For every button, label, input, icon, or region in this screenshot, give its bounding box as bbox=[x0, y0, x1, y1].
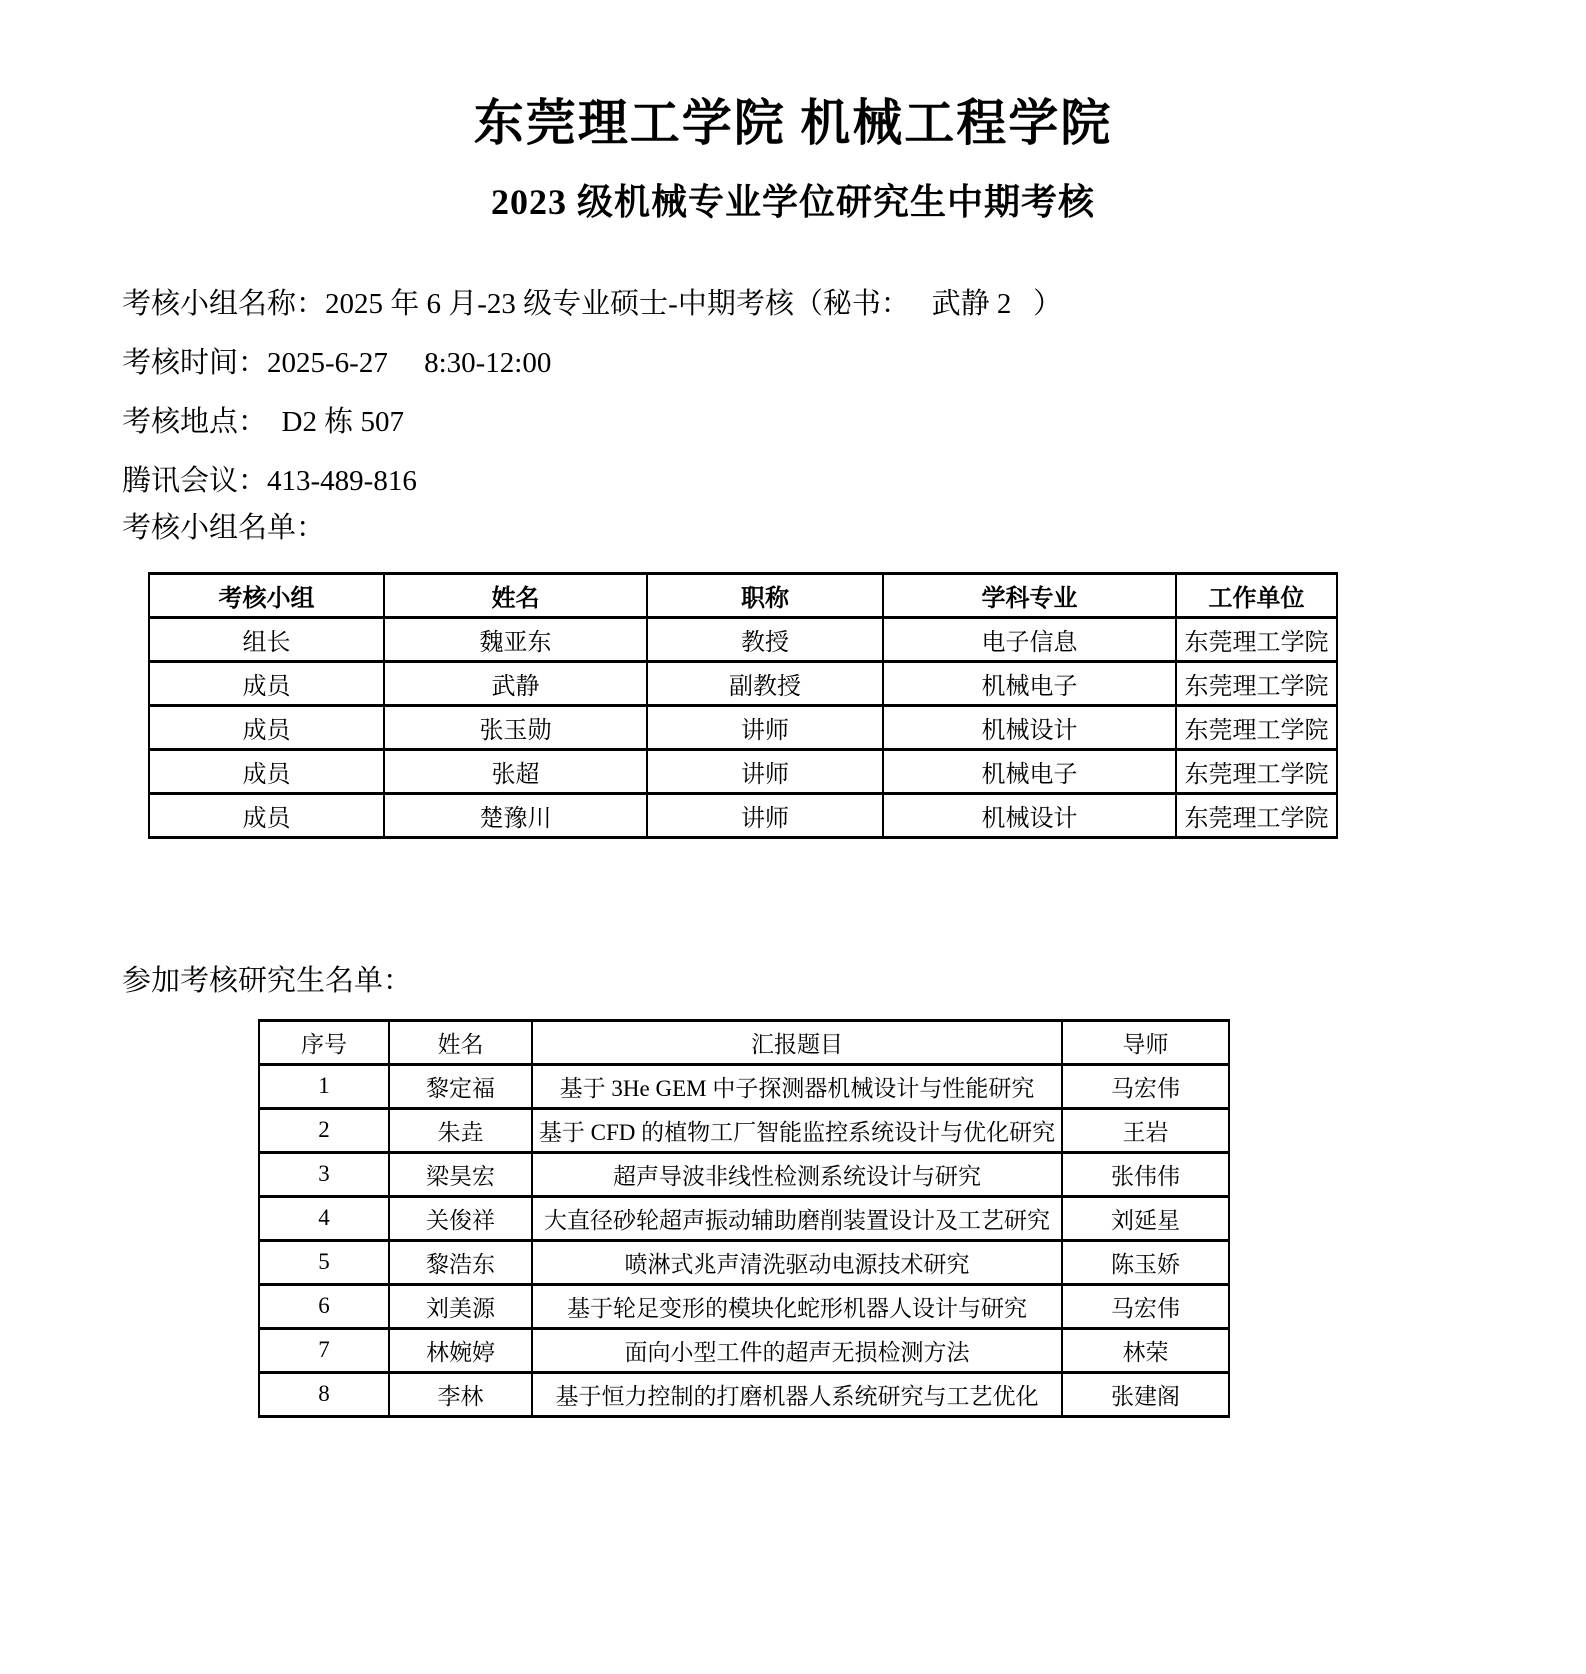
table-cell: 魏亚东 bbox=[384, 617, 647, 661]
table-cell: 机械设计 bbox=[883, 705, 1176, 749]
table-header-cell: 姓名 bbox=[389, 1020, 532, 1064]
table-cell: 基于恒力控制的打磨机器人系统研究与工艺优化 bbox=[532, 1372, 1062, 1416]
students-list-label: 参加考核研究生名单： bbox=[122, 964, 413, 997]
table-cell: 东莞理工学院 bbox=[1176, 617, 1337, 661]
table-cell: 张建阁 bbox=[1062, 1372, 1229, 1416]
table-cell: 陈玉娇 bbox=[1062, 1240, 1229, 1284]
page-subtitle: 2023 级机械专业学位研究生中期考核 bbox=[490, 181, 1095, 222]
table-row bbox=[149, 793, 1337, 837]
table-cell: 张玉勋 bbox=[384, 705, 647, 749]
table-row bbox=[259, 1328, 1229, 1372]
table-cell: 东莞理工学院 bbox=[1176, 793, 1337, 837]
table-cell: 基于轮足变形的模块化蛇形机器人设计与研究 bbox=[532, 1284, 1062, 1328]
table-cell: 喷淋式兆声清洗驱动电源技术研究 bbox=[532, 1240, 1062, 1284]
table-header-cell: 职称 bbox=[647, 573, 883, 617]
table-cell: 机械电子 bbox=[883, 661, 1176, 705]
info-line-time: 考核时间：2025-6-27 8:30-12:00 bbox=[122, 346, 552, 379]
students-table bbox=[258, 1019, 1230, 1418]
table-row bbox=[149, 617, 1337, 661]
table-cell: 6 bbox=[259, 1284, 389, 1328]
committee-header-row bbox=[149, 573, 1337, 617]
table-cell: 武静 bbox=[384, 661, 647, 705]
table-header-cell: 汇报题目 bbox=[532, 1020, 1062, 1064]
table-cell: 大直径砂轮超声振动辅助磨削装置设计及工艺研究 bbox=[532, 1196, 1062, 1240]
table-cell: 机械设计 bbox=[883, 793, 1176, 837]
table-cell: 马宏伟 bbox=[1062, 1284, 1229, 1328]
table-cell: 楚豫川 bbox=[384, 793, 647, 837]
table-cell: 成员 bbox=[149, 749, 384, 793]
table-header-cell: 工作单位 bbox=[1176, 573, 1337, 617]
table-cell: 电子信息 bbox=[883, 617, 1176, 661]
table-cell: 东莞理工学院 bbox=[1176, 749, 1337, 793]
table-row bbox=[259, 1064, 1229, 1108]
table-cell: 东莞理工学院 bbox=[1176, 661, 1337, 705]
table-cell: 基于 3He GEM 中子探测器机械设计与性能研究 bbox=[532, 1064, 1062, 1108]
table-cell: 讲师 bbox=[647, 749, 883, 793]
table-cell: 刘延星 bbox=[1062, 1196, 1229, 1240]
table-cell: 林荣 bbox=[1062, 1328, 1229, 1372]
table-cell: 成员 bbox=[149, 793, 384, 837]
table-row bbox=[259, 1152, 1229, 1196]
table-row bbox=[259, 1196, 1229, 1240]
table-cell: 4 bbox=[259, 1196, 389, 1240]
table-cell: 张超 bbox=[384, 749, 647, 793]
table-row bbox=[149, 661, 1337, 705]
table-cell: 李林 bbox=[389, 1372, 532, 1416]
table-cell: 5 bbox=[259, 1240, 389, 1284]
table-header-cell: 姓名 bbox=[384, 573, 647, 617]
table-cell: 讲师 bbox=[647, 793, 883, 837]
table-cell: 马宏伟 bbox=[1062, 1064, 1229, 1108]
table-cell: 黎定福 bbox=[389, 1064, 532, 1108]
table-cell: 3 bbox=[259, 1152, 389, 1196]
table-cell: 2 bbox=[259, 1108, 389, 1152]
committee-list-label: 考核小组名单： bbox=[122, 511, 326, 544]
table-cell: 8 bbox=[259, 1372, 389, 1416]
table-header-cell: 序号 bbox=[259, 1020, 389, 1064]
info-line-location: 考核地点： D2 栋 507 bbox=[122, 405, 404, 438]
table-cell: 讲师 bbox=[647, 705, 883, 749]
table-cell: 梁昊宏 bbox=[389, 1152, 532, 1196]
table-cell: 关俊祥 bbox=[389, 1196, 532, 1240]
info-line-meeting: 腾讯会议：413-489-816 bbox=[122, 464, 417, 497]
table-cell: 成员 bbox=[149, 705, 384, 749]
table-cell: 副教授 bbox=[647, 661, 883, 705]
table-row bbox=[149, 749, 1337, 793]
table-row bbox=[259, 1108, 1229, 1152]
students-header-row bbox=[259, 1020, 1229, 1064]
table-cell: 机械电子 bbox=[883, 749, 1176, 793]
table-cell: 组长 bbox=[149, 617, 384, 661]
table-cell: 黎浩东 bbox=[389, 1240, 532, 1284]
table-cell: 林婉婷 bbox=[389, 1328, 532, 1372]
table-cell: 王岩 bbox=[1062, 1108, 1229, 1152]
table-cell: 超声导波非线性检测系统设计与研究 bbox=[532, 1152, 1062, 1196]
table-cell: 刘美源 bbox=[389, 1284, 532, 1328]
table-header-cell: 导师 bbox=[1062, 1020, 1229, 1064]
table-header-cell: 考核小组 bbox=[149, 573, 384, 617]
table-cell: 东莞理工学院 bbox=[1176, 705, 1337, 749]
table-cell: 7 bbox=[259, 1328, 389, 1372]
table-cell: 面向小型工件的超声无损检测方法 bbox=[532, 1328, 1062, 1372]
table-cell: 1 bbox=[259, 1064, 389, 1108]
table-cell: 张伟伟 bbox=[1062, 1152, 1229, 1196]
table-cell: 成员 bbox=[149, 661, 384, 705]
table-cell: 基于 CFD 的植物工厂智能监控系统设计与优化研究 bbox=[532, 1108, 1062, 1152]
table-row bbox=[259, 1284, 1229, 1328]
table-header-cell: 学科专业 bbox=[883, 573, 1176, 617]
info-block bbox=[122, 286, 1586, 546]
page-title: 东莞理工学院 机械工程学院 bbox=[473, 95, 1113, 151]
table-row bbox=[149, 705, 1337, 749]
table-row bbox=[259, 1372, 1229, 1416]
info-line-group-name: 考核小组名称：2025 年 6 月-23 级专业硕士-中期考核（秘书： 武静 2 ） bbox=[122, 287, 1063, 320]
table-cell: 朱垚 bbox=[389, 1108, 532, 1152]
committee-table bbox=[148, 572, 1338, 839]
table-cell: 教授 bbox=[647, 617, 883, 661]
table-row bbox=[259, 1240, 1229, 1284]
